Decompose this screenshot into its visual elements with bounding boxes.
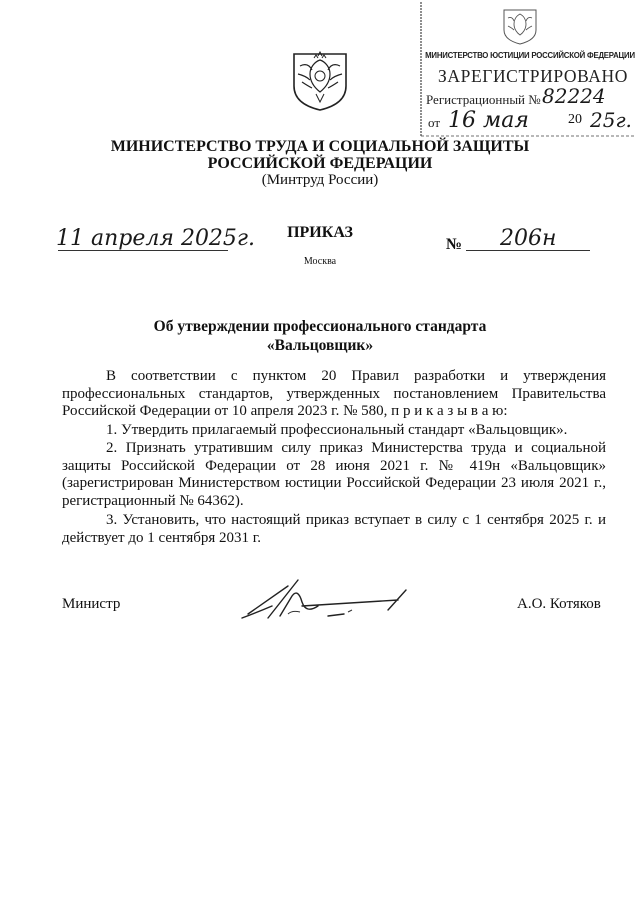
order-city: Москва xyxy=(303,256,337,267)
date-underline xyxy=(58,250,228,251)
signatory-position: Министр xyxy=(62,596,121,612)
subject-line1: Об утверждении профессионального стандарта xyxy=(153,318,487,335)
ministry-name-line1: МИНИСТЕРСТВО ТРУДА И СОЦИАЛЬНОЙ ЗАЩИТЫ xyxy=(110,138,530,155)
paragraph-item-2: 2. Признать утратившим силу приказ Министерства труда и социальной защиты Российской Федерации от 28 июня 2021 г. № 419н «Вальцовщик» (зарегистрирован Министерством юстиции Российской Федерации 23 июля 2021 г., регистрационный № 64362). xyxy=(62,440,606,509)
stamp-date-prefix: от xyxy=(428,115,441,130)
coat-of-arms-emblem xyxy=(288,46,352,112)
ministry-short-name: (Минтруд России) xyxy=(261,172,379,188)
stamp-reg-number: 82224 xyxy=(542,84,606,108)
ministry-name-line2: РОССИЙСКОЙ ФЕДЕРАЦИИ xyxy=(207,155,433,172)
paragraph-item-1: 1. Утвердить прилагаемый профессиональный стандарт «Вальцовщик». xyxy=(106,422,568,438)
order-number: 206н xyxy=(500,226,557,251)
stamp-date-value: 16 мая xyxy=(448,108,529,133)
stamp-reg-label: Регистрационный № xyxy=(426,92,541,107)
stamp-year-suffix: 25г. xyxy=(590,108,632,132)
stamp-emblem-icon xyxy=(500,6,540,46)
paragraph-item-3: 3. Установить, что настоящий приказ вступает в силу с 1 сентября 2025 г. и действует до 1 сентября 2031 г. xyxy=(62,512,606,546)
paragraph-preamble: В соответствии с пунктом 20 Правил разработки и утверждения профессиональных стандартов, утвержденных постановлением Правительства Российской Федерации от 10 апреля 2023 г. № 580, п р и к а з ы в а ю: xyxy=(62,368,606,419)
signatory-name: А.О. Котяков xyxy=(517,596,601,612)
order-title: ПРИКАЗ xyxy=(287,224,353,241)
stamp-status: ЗАРЕГИСТРИРОВАНО xyxy=(438,66,628,86)
order-number-label: № xyxy=(446,236,463,253)
stamp-org: МИНИСТЕРСТВО ЮСТИЦИИ РОССИЙСКОЙ ФЕДЕРАЦИИ xyxy=(425,51,635,60)
subject-line2: «Вальцовщик» xyxy=(266,337,374,354)
order-date: 11 апреля 2025г. xyxy=(56,226,256,251)
stamp-year-prefix: 20 xyxy=(568,112,582,127)
number-underline xyxy=(466,250,590,251)
handwritten-signature xyxy=(228,566,428,636)
